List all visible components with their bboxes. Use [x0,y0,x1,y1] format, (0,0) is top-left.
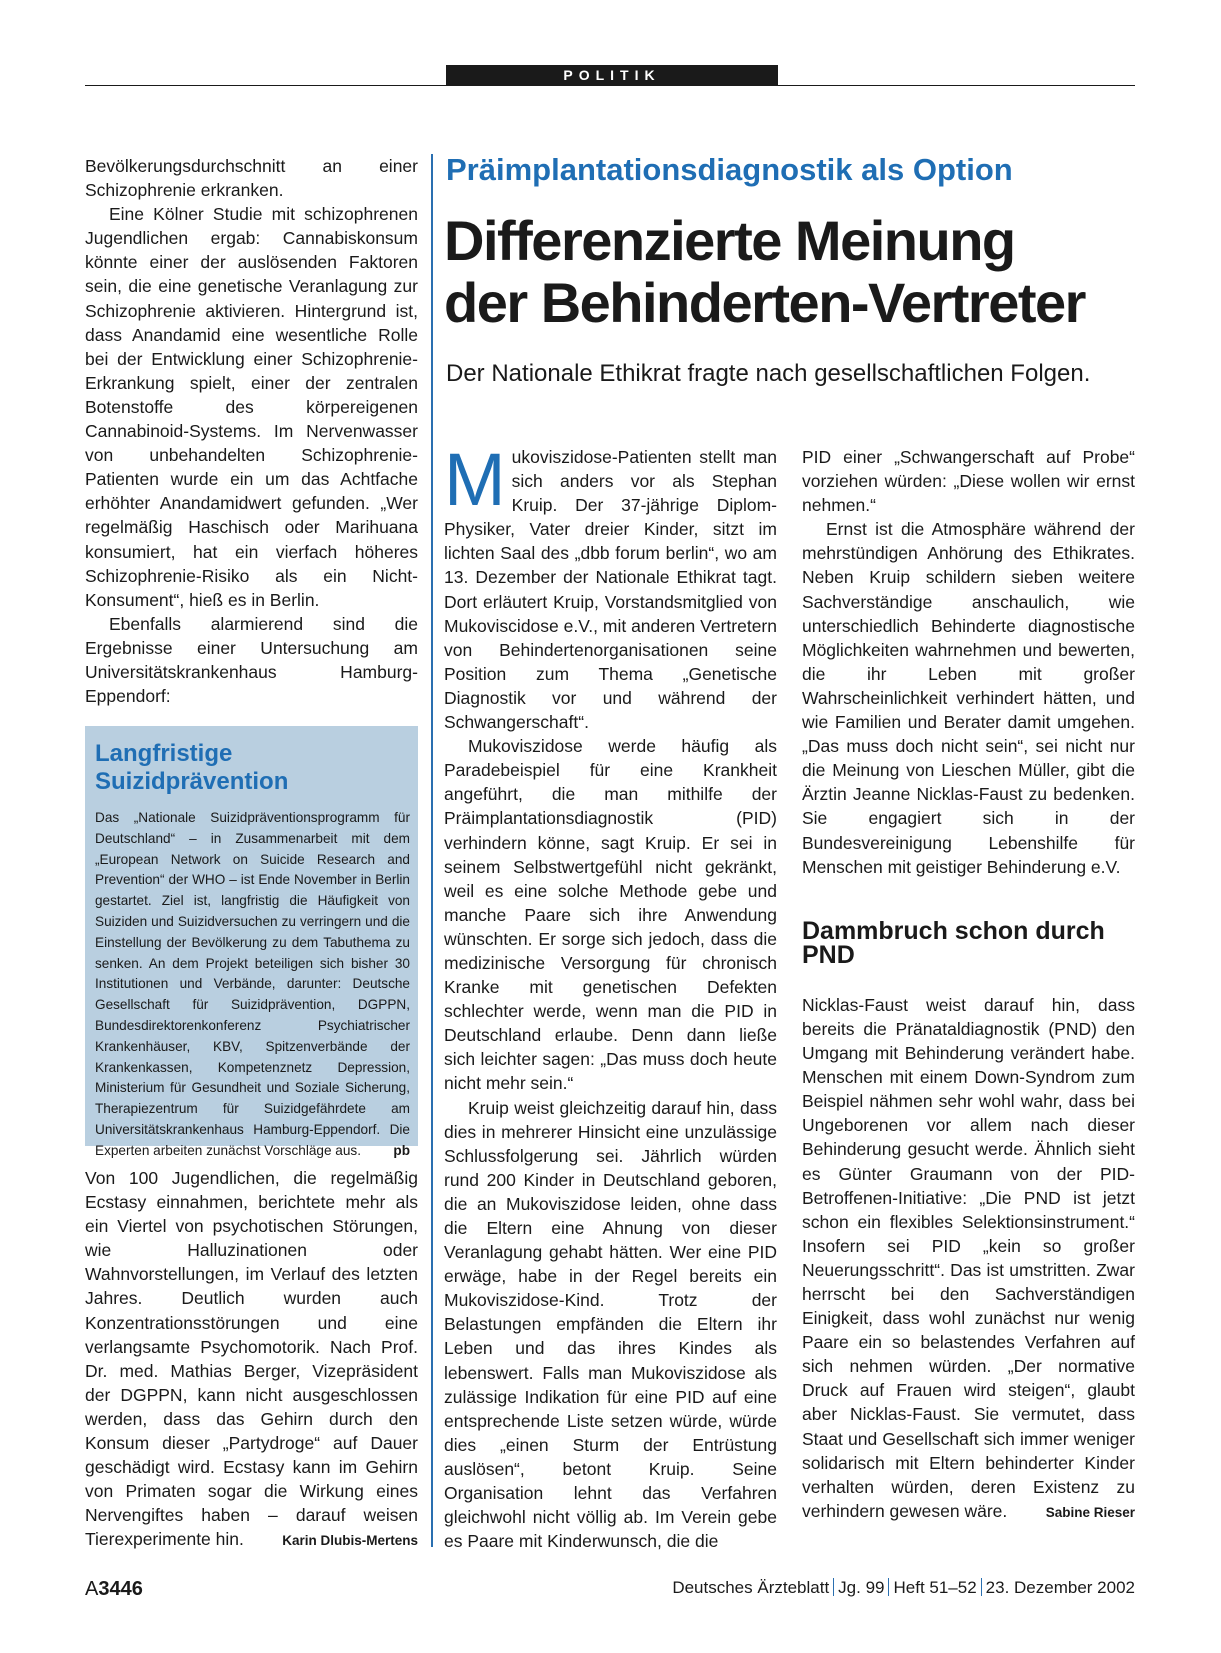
left-column-top [85,154,418,708]
middle-paragraph-3: Kruip weist gleichzeitig darauf hin, dass dies in mehrerer Hinsicht eine unzulässige Schlussfolgerung sei. Jährlich würden rund 200 Kinder in Deutschland geboren, die an Mukoviszidose leiden, ohne dass die Eltern eine Ahnung von dieser Veranlagung gehabt hätten. Wer eine PID erwäge, habe in der Regel bereits ein Mukoviszidose-Kind. Trotz der Belastungen empfänden die Eltern ihr Leben und das ihres Kindes als lebenswert. Falls man Mukoviszidose als zulässige Indikation für eine PID auf eine entsprechende Liste setzen würde, würde dies „einen Sturm der Entrüstung auslösen“, betont Kruip. Seine Organisation lehnt das Verfahren gleichwohl nicht völlig ab. Im Verein gebe es Paare mit Kinderwunsch, die die [444,1097,777,1552]
page-prefix: A [85,1578,99,1600]
right-paragraph-3 [802,993,1135,1523]
infobox-text: Das „Nationale Suizidpräventionsprogramm für Deutschland“ – in Zusammenarbeit mit dem „European Network on Suicide Research and Prevention“ der WHO – ist Ende November in Berlin gestartet. Ziel ist, langfristig die Häufigkeit von Suiziden und Suizidversuchen zu verringern und die Einstellung der Bevölkerung zu dem Tabuthema zu senken. An dem Projekt beteiligen sich bisher 30 Institutionen und Verbände, darunter: Deutsche Gesellschaft für Suizidprävention, DGPPN, Bundesdirektorenkonferenz Psychiatrischer Krankenhäuser, KBV, Spitzenverbände der Krankenkassen, Kompetenznetz Depression, Ministerium für Gesundheit und Soziale Sicherung, Therapiezentrum für Suizidgefährdete am Universitätskrankenhaus Hamburg-Eppendorf. Die Experten arbeiten zunächst Vorschläge aus. [95,810,410,1158]
subsection-heading: Dammbruch schon durch PND [802,916,1105,969]
left-paragraph-4-text: Von 100 Jugendlichen, die regelmäßig Ecstasy einnahmen, berichtete mehr als ein Viertel von psychotischen Störungen, wie Halluzinationen oder Wahnvorstellungen, im Verlauf des letzten Jahres. Deutlich wurden auch Konzentrationsstörungen und eine verlangsamte Psychomotorik. Nach Prof. Dr. med. Mathias Berger, Vizepräsident der DGPPN, kann nicht ausgeschlossen werden, dass das Gehirn durch den Konsum dieser „Partydroge“ auf Dauer geschädigt wird. Ecstasy kann im Gehirn von Primaten sogar die Wirkung eines Nervengiftes haben – darauf weisen Tierexperimente hin. [85,1168,418,1550]
middle-paragraph-1 [444,438,777,734]
author-right: Sabine Rieser [1045,1504,1135,1520]
infobox-body [95,808,410,1162]
drop-cap: M [444,438,506,521]
left-paragraph-4 [85,1166,418,1552]
right-paragraph-2: Ernst ist die Atmosphäre während der mehrstündigen Anhörung des Ethikrates. Neben Kruip schildern sieben weitere Sachverständige anschaulich, wie unterschiedlich Behinderte diagnostische Möglichkeiten wahrnehmen und bewerten, die ihr Leben mit großer Wahrscheinlichkeit verhindert hätten, und wie Familien und Berater damit umgehen. „Das muss doch nicht sein“, sei nicht nur die Meinung von Lieschen Müller, gibt die Ärztin Jeanne Nicklas-Faust zu bedenken. Sie engagiert sich in der Bundesvereinigung Lebenshilfe für Menschen mit geistiger Behinderung e.V. [802,519,1135,877]
right-column [802,445,1135,1525]
journal-date: 23. Dezember 2002 [985,1578,1135,1597]
middle-paragraph-1-text: ukoviszidose-Patienten stellt man sich anders vor als Stephan Kruip. Der 37-jährige Diplom-Physiker, Vater dreier Kinder, sitzt im lichten Saal des „dbb forum berlin“, wo am 13. Dezember der Nationale Ethikrat tagt. Dort erläutert Kruip, Vorstandsmitglied von Mukoviscidose e.V., mit anderen Vertretern von Behindertenorganisationen seine Position zum Thema „Genetische Diagnostik vor und während der Schwangerschaft“. [444,447,777,733]
footer-separator [981,1578,982,1596]
left-paragraph-1: Bevölkerungsdurchschnitt an einer Schizophrenie erkranken. [85,156,418,201]
page-number [85,1578,143,1601]
footer-separator [888,1578,889,1596]
author-left: Karin Dlubis-Mertens [282,1533,418,1549]
kicker: Präimplantationsdiagnostik als Option [446,152,1013,187]
headline-line-2: der Behinderten-Vertreter [444,271,1085,334]
journal-name: Deutsches Ärzteblatt [672,1578,830,1597]
top-rule [85,85,1135,86]
infobox [85,726,418,1158]
infobox-title: Langfristige Suizidprävention [95,740,289,795]
left-paragraph-3: Ebenfalls alarmierend sind die Ergebnisse einer Untersuchung am Universitätskrankenhaus Hamburg-Eppendorf: [85,613,418,707]
right-paragraph-3-text: Nicklas-Faust weist darauf hin, dass bereits die Pränataldiagnostik (PND) den Umgang mit Behinderung verändert habe. Menschen mit einem Down-Syndrom zum Beispiel nähmen sehr wohl wahr, dass bei Ungeborenen vor allem nach dieser Behinderung gesucht werde. Ähnlich sieht es Günter Graumann von der PID-Betroffenen-Initiative: „Die PND ist jetzt schon ein flexibles Selektionsinstrument.“ Insofern sei PID „kein so großer Neuerungsschritt“. Das ist umstritten. Zwar herrscht bei den Sachverständigen Einigkeit, dass wohl zunächst nur wenig Paare ein so belastendes Verfahren auf sich nehmen würden. „Der normative Druck auf Frauen wird steigen“, glaubt aber Nicklas-Faust. Sie vermutet, dass Staat und Gesellschaft sich immer weniger solidarisch mit Eltern behinderter Kinder verhalten würden, deren Existenz zu verhindern gewesen wäre. [802,994,1135,1521]
column-divider [431,154,433,1547]
headline [444,210,1144,334]
footer-separator [833,1578,834,1596]
left-column-bottom [85,1166,418,1554]
journal-info [672,1578,1135,1598]
section-label: POLITIK [446,65,778,85]
left-paragraph-2: Eine Kölner Studie mit schizophrenen Jugendlichen ergab: Cannabiskonsum könnte einer der auslösenden Faktoren sein, die eine genetische Veranlagung zur Schizophrenie aktivieren. Hintergrund ist, dass Anandamid eine wesentliche Rolle bei der Entwicklung einer Schizophrenie-Erkrankung spielt, einer der zentralen Botenstoffe des körpereigenen Cannabinoid-Systems. Im Nervenwasser von unbehandelten Schizophrenie-Patienten wurde ein um das Achtfache erhöhter Anandamidwert gefunden. „Wer regelmäßig Haschisch oder Marihuana konsumiert, hat ein vierfach höheres Schizophrenie-Risiko als ein Nicht-Konsument“, hieß es in Berlin. [85,204,418,610]
infobox-signature: pb [393,1142,410,1158]
middle-column [444,438,777,1553]
page-number-value: 3446 [98,1578,143,1600]
headline-line-1: Differenzierte Meinung [444,209,1015,272]
journal-issue: Heft 51–52 [893,1578,977,1597]
right-paragraph-1: PID einer „Schwangerschaft auf Probe“ vorziehen würden: „Diese wollen wir ernst nehmen.“ [802,447,1135,516]
journal-volume: Jg. 99 [838,1578,885,1597]
middle-paragraph-2: Mukoviszidose werde häufig als Paradebeispiel für eine Krankheit angeführt, die man mithilfe der Präimplantationsdiagnostik (PID) verhindern könne, sagt Kruip. Er sei in seinem Selbstwertgefühl nicht gekränkt, weil es eine solche Methode gebe und manche Paare sich ihre Anwendung wünschten. Er sorge sich jedoch, dass die medizinische Versorgung für chronisch Kranke mit genetischen Defekten schlechter werde, wenn man die PID in Deutschland erlaube. Denn dann ließe sich leichter sagen: „Das muss doch heute nicht mehr sein.“ [444,736,777,1094]
subhead: Der Nationale Ethikrat fragte nach gesellschaftlichen Folgen. [446,360,1091,387]
